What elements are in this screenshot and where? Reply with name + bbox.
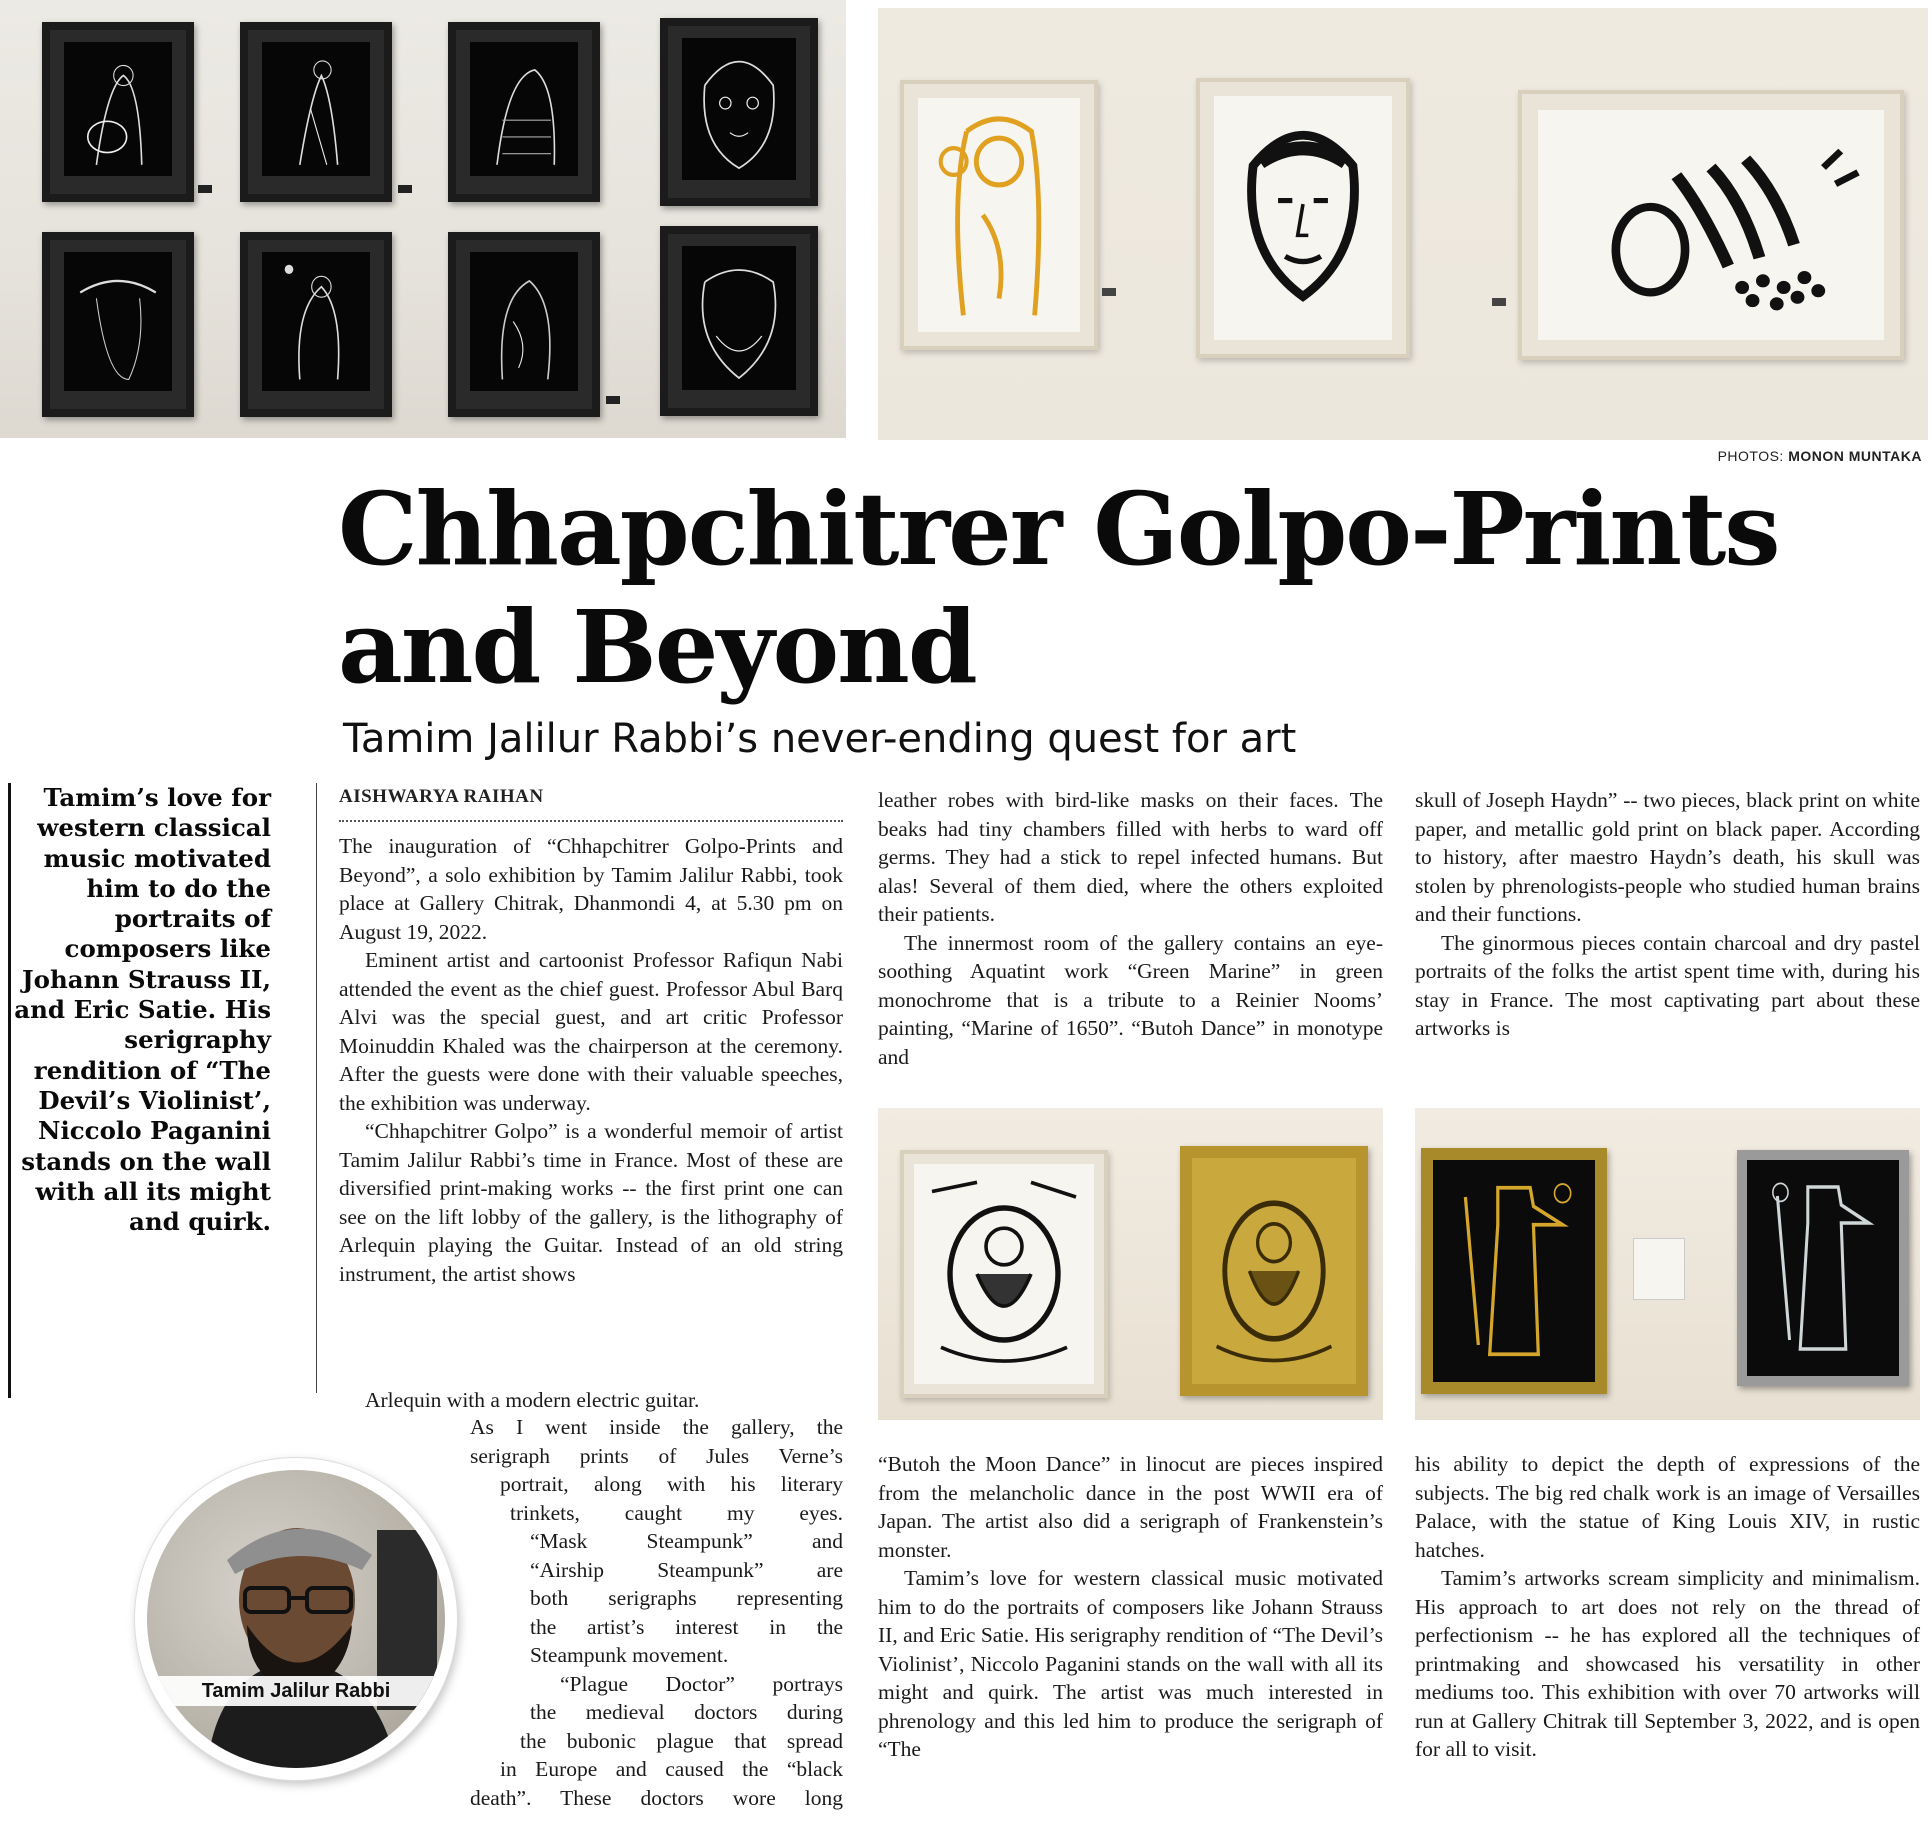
text-line: “Plague Doctor” portrays xyxy=(560,1671,843,1696)
article-column-3-top xyxy=(1415,786,1920,1043)
headline-line-2: and Beyond xyxy=(338,588,976,706)
photo-light-prints xyxy=(878,8,1928,440)
text-line: serigraph prints of Jules Verne’s xyxy=(470,1443,843,1468)
text-line: Steampunk movement. xyxy=(530,1643,729,1667)
text-line: the bubonic plague that spread xyxy=(520,1728,843,1753)
photo-jules-verne-prints xyxy=(878,1108,1383,1420)
paragraph: The innermost room of the gallery contains an eye-soothing Aquatint work “Green Marine” in green monochrome that is a tribute to a Reinier Nooms’ painting, “Marine of 1650”. “Butoh Dance” in monotype and xyxy=(878,930,1383,1069)
paragraph-continuation xyxy=(365,1386,845,1415)
photo-dark-prints-grid xyxy=(0,0,846,438)
paragraph: “Chhapchitrer Golpo” is a wonderful memoir of artist Tamim Jalilur Rabbi’s time in France. Most of these are diversified print-making works -- the first print one can see on the lift lobby of the gallery, is the lithography of Arlequin playing the Guitar. Instead of an old string instrument, the artist shows xyxy=(339,1119,843,1286)
paragraph: leather robes with bird-like masks on their faces. The beaks had tiny chambers filled with herbs to ward off germs. They had a stick to repel infected humans. But alas! Several of them died, where the others exploited their patients. xyxy=(878,788,1383,926)
article-column-2-bottom xyxy=(878,1450,1383,1764)
framed-print xyxy=(42,22,194,202)
framed-print-plague-doctor-gold xyxy=(1421,1148,1607,1394)
headline-line-1: Chhapchitrer Golpo-Prints xyxy=(338,470,1779,588)
framed-print xyxy=(660,18,818,206)
article-column-3-bottom xyxy=(1415,1450,1920,1764)
text-line: As I went inside the gallery, the xyxy=(470,1415,843,1439)
text-line: trinkets, caught my eyes. xyxy=(510,1500,843,1525)
text-line: the medieval doctors during xyxy=(530,1700,843,1724)
byline: AISHWARYA RAIHAN xyxy=(339,786,544,807)
framed-print xyxy=(448,22,600,202)
article-column-2-top xyxy=(878,786,1383,1071)
paragraph: “Butoh the Moon Dance” in linocut are pieces inspired from the melancholic dance in the post WWII era of Japan. The artist also did a serigraph of Frankenstein’s monster. xyxy=(878,1452,1383,1562)
framed-print xyxy=(240,22,392,202)
column-divider xyxy=(316,783,317,1393)
paragraph: his ability to depict the depth of expressions of the subjects. The big red chalk work is an image of Versailles Palace, with the statue of King Louis XIV, in rustic hatches. xyxy=(1415,1452,1920,1562)
pull-quote-text: Tamim’s love for western classical music motivated him to do the portraits of composers like Johann Strauss II, and Eric Satie. His serigraphy rendition of “The Devil’s Violinist’, Niccolo Paganini stands on the wall with all its might and quirk. xyxy=(14,783,271,1237)
framed-print-verne-gold xyxy=(1180,1146,1368,1396)
text-line: “Airship Steampunk” are xyxy=(530,1557,843,1582)
portrait-caption: Tamim Jalilur Rabbi xyxy=(147,1676,445,1706)
framed-print-fish xyxy=(1518,90,1904,360)
framed-print-plague-doctor-silver xyxy=(1737,1150,1909,1386)
framed-print xyxy=(240,232,392,417)
text-line: “Mask Steampunk” and xyxy=(530,1529,843,1553)
paragraph: The inauguration of “Chhapchitrer Golpo-Prints and Beyond”, a solo exhibition by Tamim Jalilur Rabbi, took place at Gallery Chitrak, Dhanmondi 4, at 5.30 pm on August 19, 2022. xyxy=(339,834,843,944)
text-line: both serigraphs representing xyxy=(530,1586,843,1610)
framed-print-verne-bw xyxy=(900,1150,1108,1398)
framed-print xyxy=(660,226,818,416)
text-line: Arlequin with a modern electric guitar. xyxy=(365,1388,700,1412)
framed-print xyxy=(42,232,194,417)
paragraph: Eminent artist and cartoonist Professor Rafiqun Nabi attended the event as the chief guest. Professor Abul Barq Alvi was the special guest, and art critic Professor Moinuddin Khaled was the chairperson at the ceremony. After the guests were done with their valuable speeches, the exhibition was underway. xyxy=(339,948,843,1115)
framed-print-orange-figure xyxy=(900,80,1098,350)
page-title xyxy=(338,470,1898,706)
article-column-1 xyxy=(339,832,843,1288)
byline-rule xyxy=(339,820,843,822)
framed-print xyxy=(448,232,600,417)
text-line: death”. These doctors wore long xyxy=(470,1785,843,1810)
pull-quote xyxy=(8,783,273,1398)
paragraph: Tamim’s love for western classical music motivated him to do the portraits of composers like Johann Strauss II, and Eric Satie. His serigraphy rendition of “The Devil’s Violinist’, Niccolo Paganini stands on the wall with all its might and quirk. The artist was much interested in phrenology and this led him to produce the serigraph of “The xyxy=(878,1566,1383,1761)
framed-print-face xyxy=(1196,78,1410,358)
text-line: the artist’s interest in the xyxy=(530,1614,843,1639)
photo-credit: PHOTOS: MONON MUNTAKA xyxy=(1717,448,1922,464)
subheadline: Tamim Jalilur Rabbi’s never-ending quest for art xyxy=(343,716,1297,762)
text-line: in Europe and caused the “black xyxy=(500,1757,843,1781)
avatar xyxy=(135,1458,457,1780)
text-line: portrait, along with his literary xyxy=(500,1472,843,1496)
paragraph: skull of Joseph Haydn” -- two pieces, black print on white paper, and metallic gold print on black paper. According to history, after maestro Haydn’s death, his skull was stolen by phrenologists-people who studied human brains and their functions. xyxy=(1415,788,1920,926)
info-placard xyxy=(1633,1238,1685,1300)
paragraph: Tamim’s artworks scream simplicity and minimalism. His approach to art does not rely on the thread of perfectionism -- he has explored all the techniques of printmaking and showcased his versatility in other mediums too. This exhibition with over 70 artworks will run at Gallery Chitrak till September 3, 2022, and is open for all to visit. xyxy=(1415,1566,1920,1761)
paragraph: The ginormous pieces contain charcoal and dry pastel portraits of the folks the artist spent time with, during his stay in France. The most captivating part about these artworks is xyxy=(1415,930,1920,1040)
photo-plague-doctor-prints xyxy=(1415,1108,1920,1420)
